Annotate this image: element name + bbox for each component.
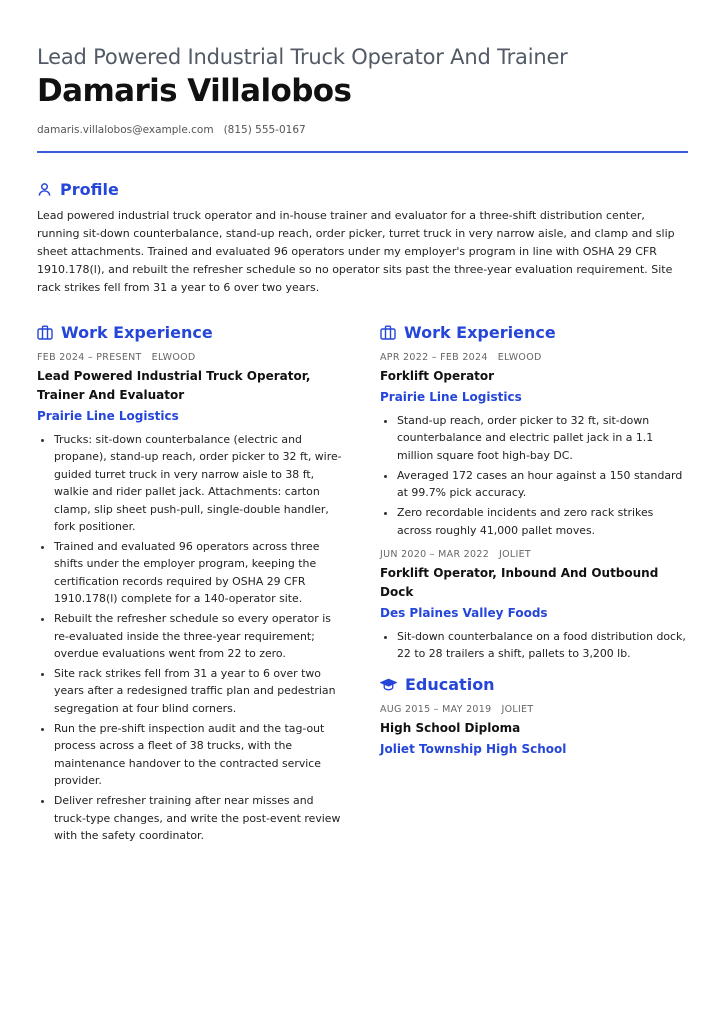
experience-entry bbox=[380, 352, 688, 539]
bullet-item: • Zero recordable incidents and zero rack strikes across roughly 41,000 pallet moves. bbox=[397, 504, 688, 539]
education-meta bbox=[380, 704, 688, 715]
entry-location: ELWOOD bbox=[497, 352, 542, 363]
education-heading-label: Education bbox=[405, 674, 495, 694]
profile-section bbox=[37, 180, 688, 297]
profile-summary: Lead powered industrial truck operator and in-house trainer and evaluator for a three-shift distribution center, running sit-down counterbalance, stand-up reach, order picker, turret truck in very narrow aisle, and clamp and slip sheet attachments. Trained and evaluated 96 operators under my employer's program in line with OSHA 29 CFR 1910.178(l), and rebuilt the refresher schedule so no operator sits past the three-year evaluation requirement. Site rack strikes fell from 31 a year to 6 over two years. bbox=[37, 209, 675, 294]
work-experience-heading-label: Work Experience bbox=[61, 323, 213, 342]
entry-company: Prairie Line Logistics bbox=[37, 409, 179, 423]
entry-role: Forklift Operator bbox=[380, 369, 495, 383]
right-column bbox=[380, 323, 688, 758]
candidate-name: Damaris Villalobos bbox=[37, 73, 352, 109]
experience-entry bbox=[380, 549, 688, 663]
profile-heading-label: Profile bbox=[60, 180, 119, 199]
entry-company: Des Plaines Valley Foods bbox=[380, 606, 548, 621]
user-icon bbox=[37, 182, 52, 197]
bullet-item: • Deliver refresher training after near misses and truck-type changes, and write the post-event review with the safety coordinator. bbox=[54, 792, 343, 844]
job-title: Lead Powered Industrial Truck Operator And Trainer bbox=[37, 45, 568, 69]
bullet-item: • Averaged 172 cases an hour against a 150 standard at 99.7% pick accuracy. bbox=[397, 467, 688, 502]
entry-meta bbox=[380, 549, 688, 560]
entry-role: Lead Powered Industrial Truck Operator, Trainer And Evaluator bbox=[37, 369, 311, 402]
left-column bbox=[37, 323, 343, 847]
profile-heading bbox=[37, 180, 688, 199]
education-heading bbox=[380, 675, 688, 694]
bullet-item: • Rebuilt the refresher schedule so every operator is re-evaluated inside the three-year requirement; overdue evaluations went from 22 to zero. bbox=[54, 610, 343, 662]
entry-location: ELWOOD bbox=[151, 352, 196, 363]
education-school: Joliet Township High School bbox=[380, 741, 567, 756]
email[interactable]: damaris.villalobos@example.com bbox=[37, 124, 214, 136]
contact-line bbox=[37, 124, 688, 136]
header-divider bbox=[37, 151, 688, 153]
entry-bullets bbox=[380, 628, 688, 663]
entry-bullets bbox=[37, 431, 343, 844]
bullet-item: • Site rack strikes fell from 31 a year to 6 over two years after a redesigned traffic plan and pedestrian segregation at four blind corners. bbox=[54, 665, 343, 717]
bullet-item: • Trained and evaluated 96 operators across three shifts under the employer program, keeping the certification records required by OSHA 29 CFR 1910.178(l) complete for a 140-operator site. bbox=[54, 538, 343, 608]
resume-header bbox=[37, 42, 688, 136]
education-section bbox=[380, 675, 688, 758]
graduation-cap-icon bbox=[380, 677, 397, 692]
bullet-item: • Run the pre-shift inspection audit and the tag-out process across a fleet of 38 trucks, with the maintenance handover to the contracted service provider. bbox=[54, 720, 343, 790]
entry-meta bbox=[380, 352, 688, 363]
briefcase-icon bbox=[37, 325, 53, 340]
work-experience-heading-label: Work Experience bbox=[404, 323, 556, 342]
entry-dates: FEB 2024 – PRESENT bbox=[37, 352, 142, 363]
work-experience-heading bbox=[37, 323, 343, 342]
entry-dates: JUN 2020 – MAR 2022 bbox=[380, 549, 490, 561]
bullet-item: • Stand-up reach, order picker to 32 ft, sit-down counterbalance and electric pallet jack in a 1.1 million square foot high-bay DC. bbox=[397, 412, 688, 464]
entry-dates: APR 2022 – FEB 2024 bbox=[380, 352, 488, 363]
entry-location: JOLIET bbox=[499, 549, 532, 561]
experience-entry bbox=[37, 352, 343, 844]
bullet-item: • Sit-down counterbalance on a food distribution dock, 22 to 28 trailers a shift, pallets to 3,200 lb. bbox=[397, 628, 688, 663]
bullet-item: • Trucks: sit-down counterbalance (electric and propane), stand-up reach, order picker to 32 ft, wire-guided turret truck in very narrow aisle to 38 ft, walkie and rider pallet jack. Attachments: carton clamp, slip sheet push-pull, single-double handler, fork positioner. bbox=[54, 431, 343, 535]
entry-company: Prairie Line Logistics bbox=[380, 390, 522, 404]
entry-meta bbox=[37, 352, 343, 363]
phone[interactable]: (815) 555-0167 bbox=[223, 124, 306, 136]
entry-bullets bbox=[380, 412, 688, 539]
education-location: JOLIET bbox=[501, 703, 534, 715]
entry-role: Forklift Operator, Inbound And Outbound Dock bbox=[380, 566, 659, 600]
work-experience-heading bbox=[380, 323, 688, 342]
education-dates: AUG 2015 – MAY 2019 bbox=[380, 703, 492, 715]
education-degree: High School Diploma bbox=[380, 720, 521, 735]
briefcase-icon bbox=[380, 325, 396, 340]
